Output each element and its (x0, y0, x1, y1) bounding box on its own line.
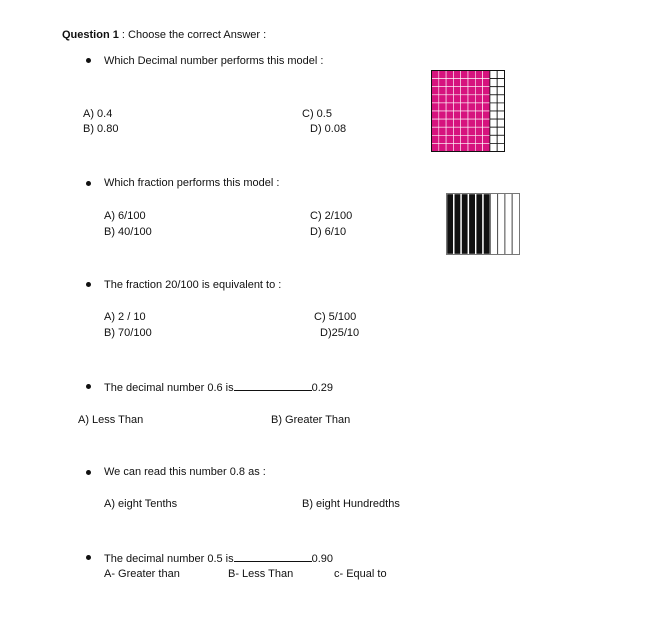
grid-cell-shaded (461, 119, 468, 127)
grid-cell-shaded (432, 95, 439, 103)
grid-cell-shaded (453, 111, 460, 119)
grid-cell-shaded (453, 87, 460, 95)
question-instruction: : Choose the correct Answer : (121, 29, 267, 41)
q6-compare-value: 0.90 (311, 553, 334, 565)
strip-shaded (483, 194, 490, 255)
grid-cell-empty (490, 71, 497, 79)
bullet-q3 (86, 282, 91, 287)
grid-cell-shaded (483, 119, 490, 127)
grid-cell-empty (497, 143, 504, 151)
q4-compare-value: 0.29 (311, 382, 334, 394)
grid-cell-shaded (446, 79, 453, 87)
strip-empty (512, 194, 519, 255)
q6-option-b[interactable]: B- Less Than (228, 568, 294, 580)
grid-cell-shaded (439, 127, 446, 135)
grid-cell-shaded (483, 143, 490, 151)
q2-option-c[interactable]: C) 2/100 (310, 210, 353, 222)
tenth-strips-model (446, 193, 520, 255)
grid-cell-shaded (432, 135, 439, 143)
q1-option-c[interactable]: C) 0.5 (302, 108, 332, 120)
grid-cell-empty (490, 119, 497, 127)
q3-option-a[interactable]: A) 2 / 10 (104, 311, 146, 323)
grid-cell-shaded (439, 143, 446, 151)
bullet-q5 (86, 470, 91, 475)
grid-cell-shaded (439, 87, 446, 95)
grid-cell-shaded (483, 127, 490, 135)
strip-shaded (454, 194, 461, 255)
bullet-q4 (86, 384, 91, 389)
grid-cell-shaded (483, 71, 490, 79)
grid-cell-shaded (432, 79, 439, 87)
q6-option-c[interactable]: c- Equal to (334, 568, 387, 580)
grid-cell-empty (497, 95, 504, 103)
grid-cell-shaded (461, 111, 468, 119)
q2-option-b[interactable]: B) 40/100 (104, 226, 152, 238)
q1-option-b[interactable]: B) 0.80 (83, 123, 119, 135)
q5-option-a[interactable]: A) eight Tenths (104, 498, 178, 510)
grid-cell-shaded (453, 135, 460, 143)
grid-cell-shaded (453, 119, 460, 127)
grid-cell-shaded (468, 119, 475, 127)
question-number: Question 1 (62, 29, 119, 41)
q4-prompt: The decimal number 0.6 is (104, 382, 234, 394)
q2-prompt: Which fraction performs this model : (104, 177, 280, 189)
grid-cell-shaded (483, 79, 490, 87)
grid-cell-shaded (468, 135, 475, 143)
grid-cell-shaded (453, 71, 460, 79)
grid-cell-shaded (453, 95, 460, 103)
grid-cell-shaded (446, 135, 453, 143)
grid-cell-shaded (475, 111, 482, 119)
grid-cell-shaded (475, 71, 482, 79)
q1-option-a[interactable]: A) 0.4 (83, 108, 113, 120)
grid-cell-empty (497, 127, 504, 135)
grid-cell-shaded (439, 135, 446, 143)
grid-cell-shaded (468, 111, 475, 119)
q4-option-a[interactable]: A) Less Than (78, 414, 144, 426)
strip-shaded (468, 194, 475, 255)
grid-cell-shaded (468, 103, 475, 111)
question-heading (62, 29, 266, 41)
grid-cell-shaded (461, 103, 468, 111)
bullet-q6 (86, 555, 91, 560)
grid-cell-shaded (483, 87, 490, 95)
grid-cell-shaded (446, 87, 453, 95)
grid-cell-shaded (475, 95, 482, 103)
grid-cell-empty (497, 79, 504, 87)
grid-cell-shaded (439, 95, 446, 103)
grid-cell-shaded (468, 87, 475, 95)
grid-cell-shaded (461, 79, 468, 87)
grid-cell-shaded (483, 103, 490, 111)
grid-cell-empty (490, 135, 497, 143)
grid-cell-shaded (475, 119, 482, 127)
grid-cell-shaded (446, 143, 453, 151)
q4-answer-blank[interactable] (234, 380, 312, 391)
grid-cell-shaded (475, 87, 482, 95)
q4-prompt-line (104, 380, 333, 394)
grid-cell-shaded (475, 79, 482, 87)
grid-cell-shaded (439, 119, 446, 127)
strip-empty (490, 194, 497, 255)
grid-cell-shaded (432, 103, 439, 111)
grid-cell-shaded (468, 143, 475, 151)
q5-prompt: We can read this number 0.8 as : (104, 466, 266, 478)
grid-cell-empty (490, 79, 497, 87)
grid-cell-empty (490, 87, 497, 95)
grid-cell-shaded (432, 87, 439, 95)
q3-option-b[interactable]: B) 70/100 (104, 327, 152, 339)
grid-cell-shaded (432, 71, 439, 79)
q6-prompt: The decimal number 0.5 is (104, 553, 234, 565)
q5-option-b[interactable]: B) eight Hundredths (302, 498, 400, 510)
grid-cell-shaded (483, 111, 490, 119)
grid-cell-shaded (468, 95, 475, 103)
grid-cell-shaded (483, 95, 490, 103)
grid-cell-shaded (432, 143, 439, 151)
grid-cell-empty (497, 103, 504, 111)
q3-option-d[interactable]: D)25/10 (320, 327, 360, 339)
grid-cell-shaded (475, 103, 482, 111)
bullet-q1 (86, 58, 91, 63)
grid-cell-shaded (446, 111, 453, 119)
strip-empty (505, 194, 512, 255)
grid-cell-shaded (446, 95, 453, 103)
grid-cell-shaded (432, 119, 439, 127)
grid-cell-shaded (439, 111, 446, 119)
grid-cell-empty (497, 71, 504, 79)
grid-cell-shaded (446, 119, 453, 127)
strip-empty (498, 194, 505, 255)
grid-cell-empty (490, 95, 497, 103)
grid-cell-shaded (432, 127, 439, 135)
hundred-grid-model (431, 70, 505, 152)
strip-shaded (447, 194, 454, 255)
grid-cell-shaded (453, 103, 460, 111)
q3-prompt: The fraction 20/100 is equivalent to : (104, 279, 282, 291)
q1-option-d[interactable]: D) 0.08 (310, 123, 347, 135)
grid-cell-shaded (461, 143, 468, 151)
grid-cell-empty (490, 103, 497, 111)
grid-cell-shaded (468, 127, 475, 135)
q6-option-a[interactable]: A- Greater than (104, 568, 180, 580)
grid-cell-shaded (461, 95, 468, 103)
grid-cell-empty (490, 111, 497, 119)
grid-cell-empty (497, 119, 504, 127)
grid-cell-shaded (475, 143, 482, 151)
grid-cell-shaded (461, 87, 468, 95)
grid-cell-empty (497, 87, 504, 95)
grid-cell-shaded (475, 127, 482, 135)
grid-cell-shaded (439, 71, 446, 79)
grid-cell-shaded (461, 135, 468, 143)
bullet-q2 (86, 181, 91, 186)
grid-cell-shaded (453, 79, 460, 87)
q4-option-b[interactable]: B) Greater Than (271, 414, 351, 426)
q2-option-d[interactable]: D) 6/10 (310, 226, 347, 238)
grid-cell-empty (490, 127, 497, 135)
grid-cell-shaded (461, 127, 468, 135)
grid-cell-shaded (439, 79, 446, 87)
grid-cell-shaded (468, 71, 475, 79)
strip-shaded (461, 194, 468, 255)
q6-prompt-line (104, 551, 333, 565)
grid-cell-shaded (453, 143, 460, 151)
grid-cell-shaded (439, 103, 446, 111)
grid-cell-shaded (468, 79, 475, 87)
q1-prompt: Which Decimal number performs this model : (104, 55, 324, 67)
q3-option-c[interactable]: C) 5/100 (314, 311, 357, 323)
strip-shaded (476, 194, 483, 255)
grid-cell-shaded (446, 71, 453, 79)
grid-cell-empty (497, 135, 504, 143)
grid-cell-shaded (453, 127, 460, 135)
grid-cell-shaded (483, 135, 490, 143)
grid-cell-shaded (432, 111, 439, 119)
grid-cell-shaded (475, 135, 482, 143)
grid-cell-empty (490, 143, 497, 151)
grid-cell-shaded (446, 103, 453, 111)
grid-cell-shaded (446, 127, 453, 135)
grid-cell-empty (497, 111, 504, 119)
q2-option-a[interactable]: A) 6/100 (104, 210, 146, 222)
grid-cell-shaded (461, 71, 468, 79)
q6-answer-blank[interactable] (234, 551, 312, 562)
